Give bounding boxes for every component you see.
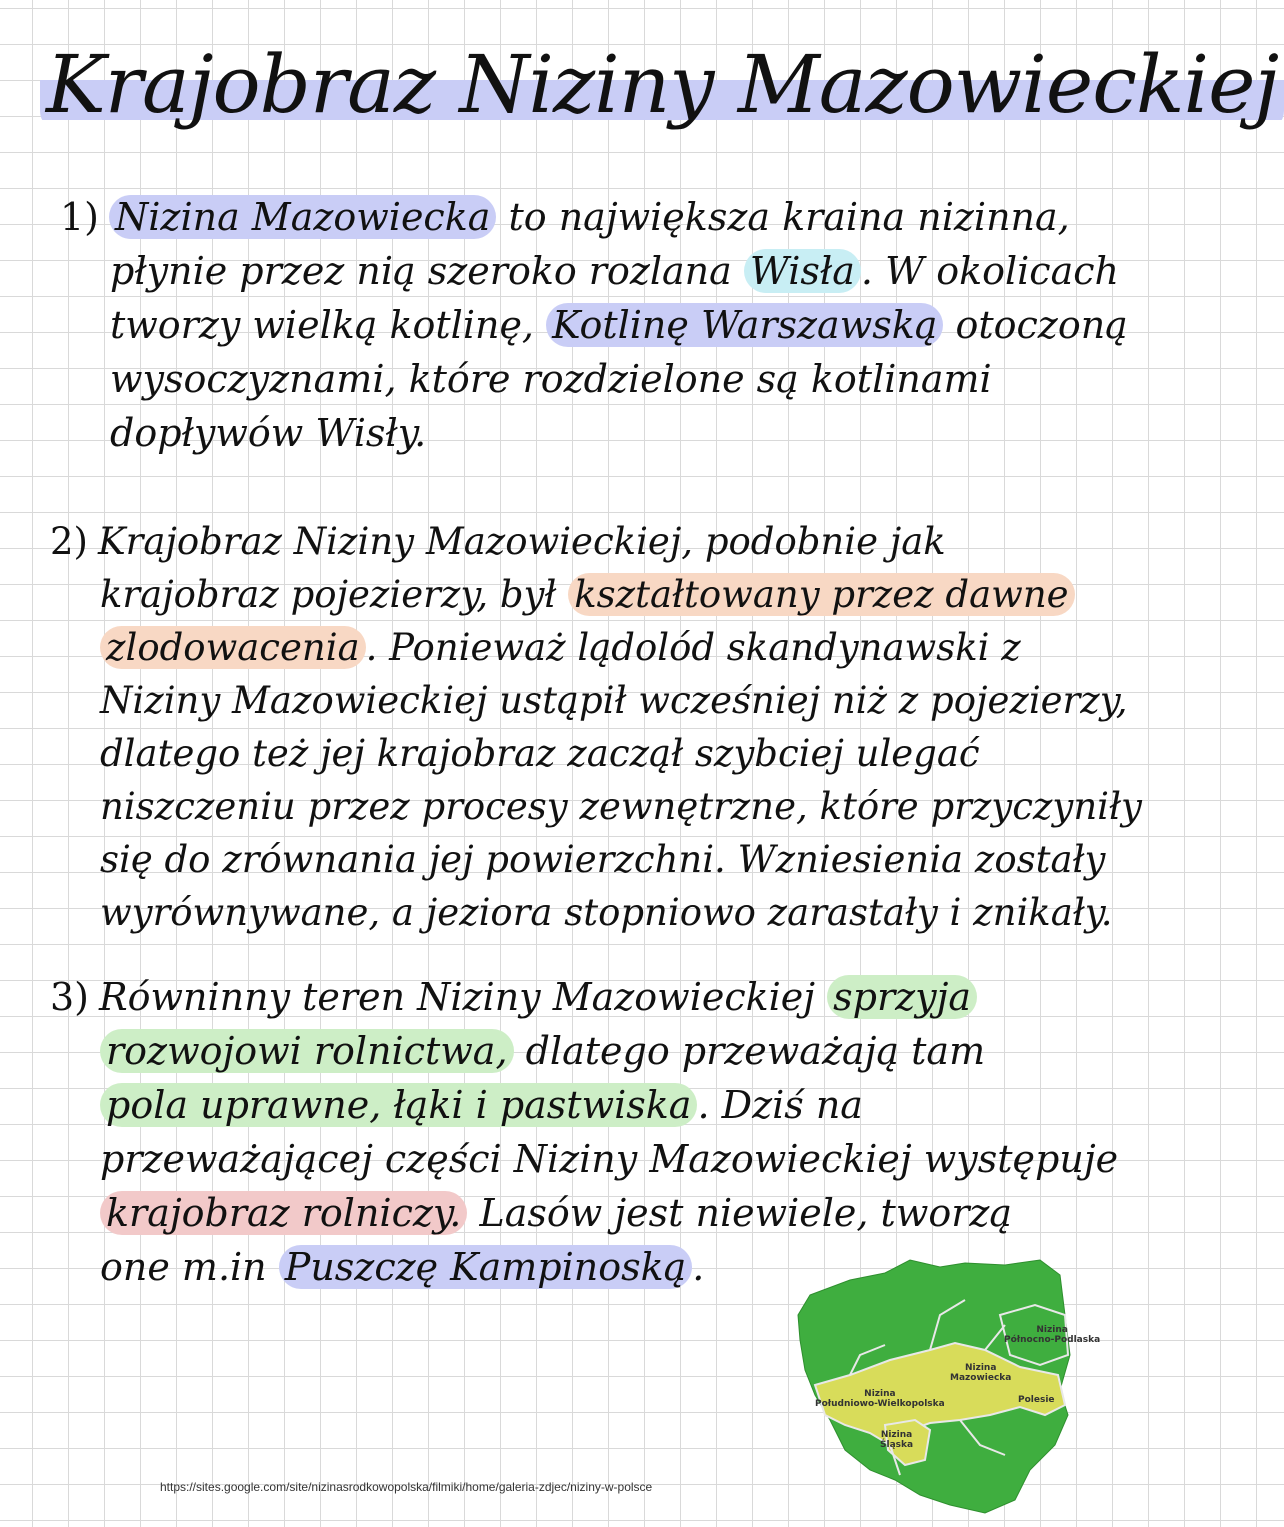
highlight-puszcza-kampinoska: Puszczę Kampinoską xyxy=(279,1245,693,1289)
poland-lowlands-map xyxy=(790,1255,1101,1525)
section-3-number: 3) xyxy=(50,975,90,1019)
map-label-mazowiecka: Nizina Mazowiecka xyxy=(950,1363,1012,1383)
section-3-line-3b: . Dziś na xyxy=(697,1083,863,1127)
section-1 xyxy=(60,190,1128,460)
section-2-line-3b: . Ponieważ lądolód skandynawski z xyxy=(365,626,1021,669)
source-url: https://sites.google.com/site/nizinasrodkowopolska/filmiki/home/galeria-zdjec/niziny-w-polsce xyxy=(160,1480,653,1494)
highlight-ksztaltowany: kształtowany przez dawne xyxy=(568,573,1074,616)
section-3-line-2b: dlatego przeważają tam xyxy=(513,1029,986,1073)
highlight-kotlina-warszawska: Kotlinę Warszawską xyxy=(546,303,943,347)
section-2-line-7: się do zrównania jej powierzchni. Wzniesienia zostały xyxy=(100,838,1106,881)
map-label-wielkopolska: Nizina Południowo-Wielkopolska xyxy=(815,1389,945,1409)
section-2 xyxy=(50,515,1142,939)
section-2-line-1: Krajobraz Niziny Mazowieckiej, podobnie jak xyxy=(97,520,946,563)
section-2-line-4: Niziny Mazowieckiej ustąpił wcześniej niż z pojezierzy, xyxy=(100,679,1128,722)
map-label-slaska: Nizina Śląska xyxy=(880,1430,914,1450)
highlight-wisla: Wisła xyxy=(744,249,861,293)
section-3-line-4: przeważającej części Niziny Mazowieckiej występuje xyxy=(100,1137,1119,1181)
section-1-line-2a: płynie przez nią szeroko rozlana xyxy=(110,249,744,293)
section-2-line-6: niszczeniu przez procesy zewnętrzne, które przyczyniły xyxy=(100,785,1142,828)
section-2-line-2a: krajobraz pojezierzy, był xyxy=(100,573,569,616)
page-title xyxy=(40,30,1279,140)
section-3-line-5b: Lasów jest niewiele, tworzą xyxy=(467,1191,1013,1235)
highlight-zlodowacenia: zlodowacenia xyxy=(100,626,366,669)
highlight-pola-uprawne: pola uprawne, łąki i pastwiska xyxy=(100,1083,697,1127)
section-1-line-3b: otoczoną xyxy=(943,303,1128,347)
section-2-line-5: dlatego też jej krajobraz zaczął szybciej ulegać xyxy=(100,732,980,775)
section-3 xyxy=(50,970,1119,1294)
section-1-line-3a: tworzy wielką kotlinę, xyxy=(110,303,547,347)
section-1-number: 1) xyxy=(60,195,100,239)
section-1-line-5: dopływów Wisły. xyxy=(110,411,427,455)
section-2-number: 2) xyxy=(50,520,88,563)
highlight-nizina-mazowiecka: Nizina Mazowiecka xyxy=(109,195,496,239)
section-1-line-1: to największa kraina nizinna, xyxy=(496,195,1070,239)
section-1-line-4: wysoczyznami, które rozdzielone są kotlinami xyxy=(110,357,992,401)
section-3-line-6a: one m.in xyxy=(100,1245,279,1289)
section-2-line-8: wyrównywane, a jeziora stopniowo zarastały i znikały. xyxy=(100,891,1113,934)
map-label-polesie: Polesie xyxy=(1018,1395,1055,1405)
highlight-krajobraz-rolniczy: krajobraz rolniczy. xyxy=(100,1191,467,1235)
section-3-line-1a: Równinny teren Niziny Mazowieckiej xyxy=(99,975,828,1019)
section-3-line-6b: . xyxy=(692,1245,705,1289)
map-label-podlaska: Nizina Północno-Podlaska xyxy=(1004,1325,1101,1345)
highlight-sprzyja: sprzyja xyxy=(827,975,977,1019)
highlight-rozwojowi-rolnictwa: rozwojowi rolnictwa, xyxy=(100,1029,514,1073)
title-text: Krajobraz Niziny Mazowieckiej xyxy=(40,38,1284,131)
section-1-line-2b: . W okolicach xyxy=(860,249,1119,293)
